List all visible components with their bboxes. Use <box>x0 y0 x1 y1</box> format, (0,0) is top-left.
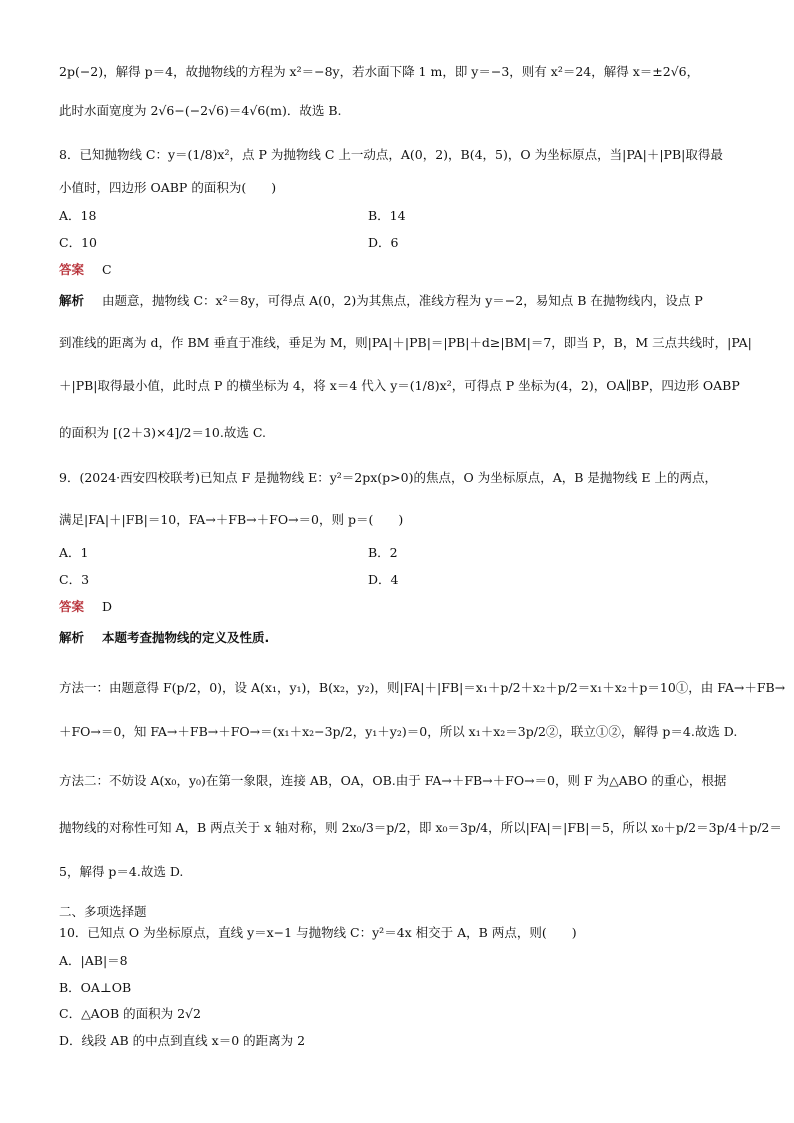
q8-option-c: C．10 <box>59 235 97 250</box>
q9-option-c: C．3 <box>59 572 90 587</box>
q9-method-1-cont: ＋FO→＝0，知 FA→＋FB→＋FO→＝(x₁＋x₂−3p/2，y₁＋y₂)＝0，所以 x₁＋x₂＝3p/2②，联立①②，解得 p＝4.故选 D. <box>59 724 738 739</box>
question-8-stem-cont: 小值时，四边形 OABP 的面积为( ) <box>59 180 277 195</box>
q10-option-b: B．OA⊥OB <box>59 980 132 995</box>
answer-label: 答案 <box>59 262 85 277</box>
q9-answer <box>59 599 112 615</box>
q8-option-d: D．6 <box>368 235 399 250</box>
q9-analysis-line <box>59 630 269 646</box>
answer-value: C <box>102 262 112 277</box>
q8-analysis-line: 的面积为 [(2＋3)×4]/2＝10.故选 C. <box>59 425 266 440</box>
q9-method-2: 方法二：不妨设 A(x₀，y₀)在第一象限，连接 AB，OA，OB.由于 FA→＋FB→＋FO→＝0，则 F 为△ABO 的重心，根据 <box>59 773 727 788</box>
q9-method-1: 方法一：由题意得 F(p/2，0)，设 A(x₁，y₁)，B(x₂，y₂)，则|FA|＋|FB|＝x₁＋p/2＋x₂＋p/2＝x₁＋x₂＋p＝10①，由 FA→＋FB→ <box>59 680 786 695</box>
q10-option-d: D．线段 AB 的中点到直线 x＝0 的距离为 2 <box>59 1033 306 1048</box>
q9-option-d: D．4 <box>368 572 399 587</box>
analysis-label: 解析 <box>59 293 85 308</box>
question-9-stem-cont: 满足|FA|＋|FB|＝10，FA→＋FB→＋FO→＝0，则 p＝( ) <box>59 512 404 527</box>
q9-method-2-cont: 5，解得 p＝4.故选 D. <box>59 864 184 879</box>
question-8-stem: 8．已知抛物线 C：y＝(1/8)x²，点 P 为抛物线 C 上一动点，A(0，2)，B(4，5)，O 为坐标原点，当|PA|＋|PB|取得最 <box>59 147 723 162</box>
q9-method-2-cont: 抛物线的对称性可知 A，B 两点关于 x 轴对称，则 2x₀/3＝p/2，即 x₀＝3p/4，所以|FA|＝|FB|＝5，所以 x₀＋p/2＝3p/4＋p/2＝ <box>59 820 782 835</box>
analysis-label: 解析 <box>59 630 85 645</box>
question-10-stem: 10．已知点 O 为坐标原点，直线 y＝x−1 与抛物线 C：y²＝4x 相交于 A，B 两点，则( ) <box>59 925 577 940</box>
q9-option-b: B．2 <box>368 545 398 560</box>
q9-option-a: A．1 <box>59 545 89 560</box>
q8-analysis-line <box>59 293 703 309</box>
q8-option-b: B．14 <box>368 208 406 223</box>
q8-analysis-line: ＋|PB|取得最小值，此时点 P 的横坐标为 4，将 x＝4 代入 y＝(1/8)x²，可得点 P 坐标为(4，2)，OA∥BP，四边形 OABP <box>59 378 740 393</box>
text-line: 此时水面宽度为 2√6−(−2√6)＝4√6(m)．故选 B. <box>59 103 342 118</box>
answer-value: D <box>102 599 113 614</box>
analysis-text: 由题意，抛物线 C：x²＝8y，可得点 A(0，2)为其焦点，准线方程为 y＝−2，易知点 B 在抛物线内，设点 P <box>102 293 703 308</box>
text-line: 2p(−2)，解得 p＝4，故抛物线的方程为 x²＝−8y，若水面下降 1 m，即 y＝−3，则有 x²＝24，解得 x＝±2√6， <box>59 64 700 79</box>
analysis-text: 本题考查抛物线的定义及性质. <box>102 630 270 645</box>
q8-answer <box>59 262 112 278</box>
q10-option-a: A．|AB|＝8 <box>59 953 128 968</box>
q8-option-a: A．18 <box>59 208 97 223</box>
q8-analysis-line: 到准线的距离为 d，作 BM 垂直于准线，垂足为 M，则|PA|＋|PB|＝|PB|＋d≥|BM|＝7，即当 P，B，M 三点共线时，|PA| <box>59 335 752 350</box>
q10-option-c: C．△AOB 的面积为 2√2 <box>59 1006 201 1021</box>
question-9-stem: 9．(2024·西安四校联考)已知点 F 是抛物线 E：y²＝2px(p>0)的焦点，O 为坐标原点，A，B 是抛物线 E 上的两点， <box>59 470 717 485</box>
section-heading: 二、多项选择题 <box>59 904 147 919</box>
answer-label: 答案 <box>59 599 85 614</box>
